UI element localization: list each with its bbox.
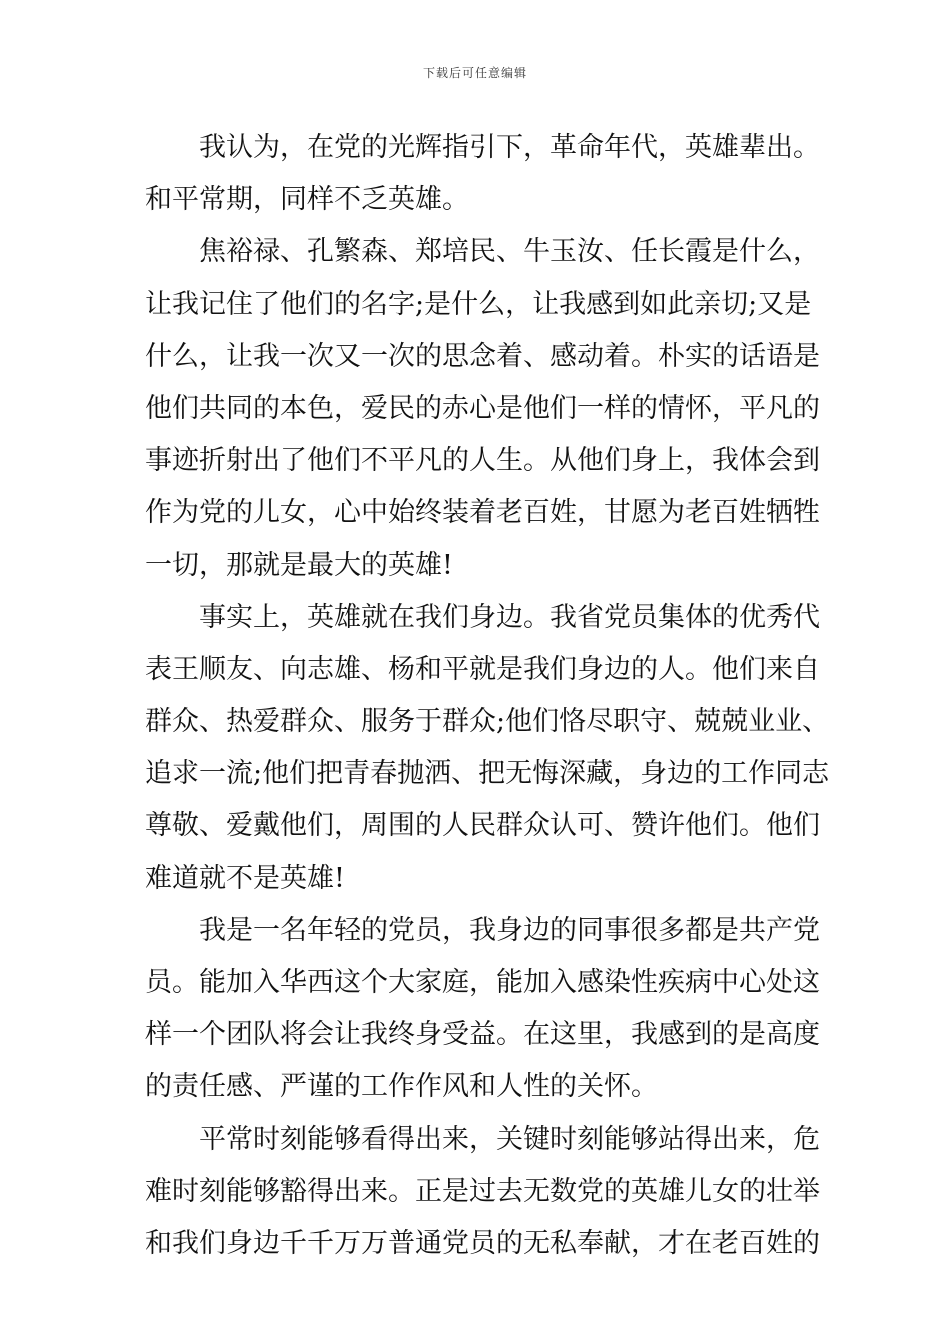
text-line: 他们共同的本色，爱民的赤心是他们一样的情怀，平凡的 <box>145 392 820 424</box>
text-line: 样一个团队将会让我终身受益。在这里，我感到的是高度 <box>145 1019 820 1051</box>
body-text <box>145 122 830 1270</box>
text-line: 事迹折射出了他们不平凡的人生。从他们身上，我体会到 <box>145 445 820 477</box>
text-line: 我认为，在党的光辉指引下，革命年代，英雄辈出。 <box>199 132 820 163</box>
text-line: 追求一流;他们把青春抛洒、把无悔深藏，身边的工作同志 <box>145 758 830 790</box>
text-line: 的责任感、严谨的工作作风和人性的关怀。 <box>145 1071 658 1103</box>
text-line: 难道就不是英雄! <box>145 862 345 894</box>
text-line: 一切，那就是最大的英雄! <box>145 549 453 581</box>
text-line: 焦裕禄、孔繁森、郑培民、牛玉汝、任长霞是什么， <box>199 236 820 268</box>
text-line: 表王顺友、向志雄、杨和平就是我们身边的人。他们来自 <box>145 653 820 685</box>
text-line: 和平常期，同样不乏英雄。 <box>145 184 469 216</box>
text-line: 员。能加入华西这个大家庭，能加入感染性疾病中心处这 <box>145 967 820 998</box>
text-line: 让我记住了他们的名字;是什么，让我感到如此亲切;又是 <box>145 288 812 320</box>
text-line: 尊敬、爱戴他们，周围的人民群众认可、赞许他们。他们 <box>145 810 820 842</box>
text-line: 和我们身边千千万万普通党员的无私奉献，才在老百姓的 <box>145 1227 820 1259</box>
text-line: 平常时刻能够看得出来，关键时刻能够站得出来，危 <box>199 1123 820 1155</box>
text-line: 事实上，英雄就在我们身边。我省党员集体的优秀代 <box>199 601 820 633</box>
text-line: 群众、热爱群众、服务于群众;他们恪尽职守、兢兢业业、 <box>145 706 830 738</box>
header-note: 下载后可任意编辑 <box>422 66 527 80</box>
text-line: 什么，让我一次又一次的思念着、感动着。朴实的话语是 <box>145 340 820 372</box>
text-line: 难时刻能够豁得出来。正是过去无数党的英雄儿女的壮举 <box>145 1175 820 1207</box>
text-line: 作为党的儿女，心中始终装着老百姓，甘愿为老百姓牺牲 <box>145 497 820 529</box>
text-line: 我是一名年轻的党员，我身边的同事很多都是共产党 <box>199 914 820 946</box>
